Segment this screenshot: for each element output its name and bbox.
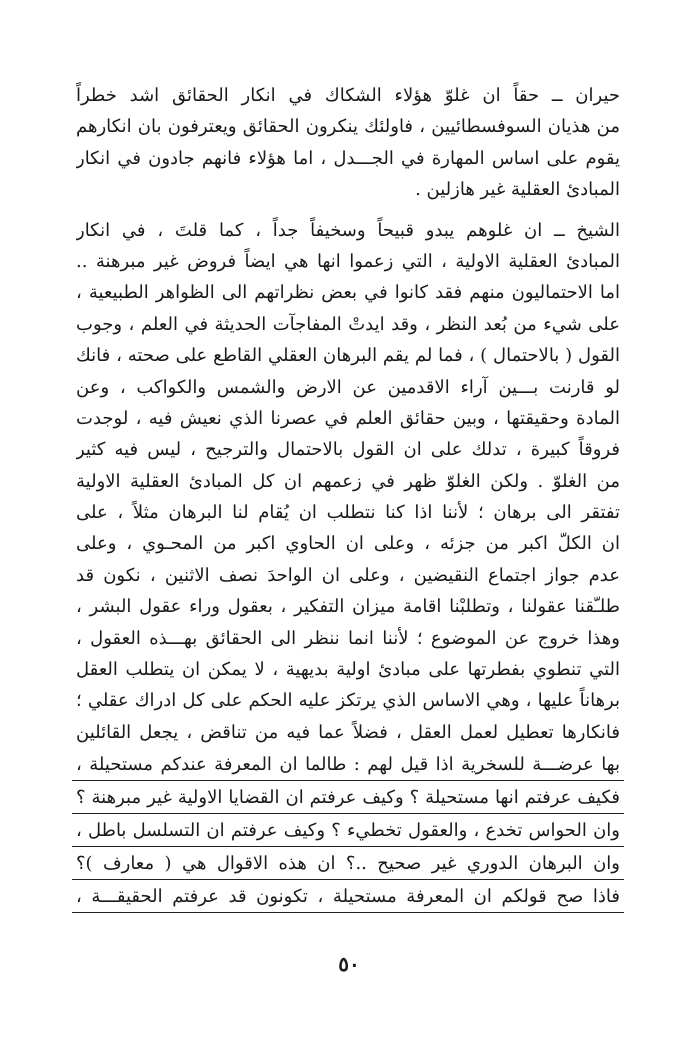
text-line: اما الاحتماليون منهم فقد كانوا في بعض نظراتهم الى الظواهر الطبيعية ، bbox=[76, 282, 620, 304]
text-line-underlined: فكيف عرفتم انها مستحيلة ؟ وكيف عرفتم ان القضايا الاولية غير مبرهنة ؟ bbox=[72, 781, 624, 814]
text-line: من الغلوّ . ولكن الغلوّ ظهر في زعمهم ان كل المبادئ العقلية الاولية bbox=[76, 470, 620, 492]
text-line-underlined: فاذا صح قولكم ان المعرفة مستحيلة ، تكونون قد عرفتم الحقيقـــة ، bbox=[72, 880, 624, 913]
text-line: عدم جواز اجتماع النقيضين ، وعلى ان الواحدَ نصف الاثنين ، نكون قد bbox=[76, 564, 620, 586]
text-line: وهذا خروج عن الموضوع ؛ لأننا انما ننظر الى الحقائق بهـــذه العقول ، bbox=[76, 627, 620, 649]
text-line: المبادئ العقلية غير هازلين . bbox=[415, 179, 620, 201]
text-line: المبادئ العقلية الاولية ، التي زعموا انها هي ايضاً فروض غير مبرهنة .. bbox=[76, 250, 620, 272]
page-number: ٥٠ bbox=[338, 952, 360, 976]
paragraph-gap bbox=[76, 206, 620, 215]
text-line-underlined: وان الحواس تخدع ، والعقول تخطيء ؟ وكيف عرفتم ان التسلسل باطل ، bbox=[72, 814, 624, 847]
text-line: حيران ــ حقاً ان غلوّ هؤلاء الشكاك في انكار الحقائق اشد خطراً bbox=[76, 85, 620, 106]
text-line: فروقاً كبيرة ، تدلك على ان القول بالاحتمال والترجيح ، ليس فيه كثير bbox=[76, 439, 620, 461]
text-line: برهاناً عليها ، وهي الاساس الذي يرتكز عليه الحكم على كل ادراك عقلي ؛ bbox=[76, 690, 620, 712]
text-line: ان الكلّ اكبر من جزئه ، وعلى ان الحاوي اكبر من المحـوي ، وعلى bbox=[76, 533, 620, 555]
text-line: لو قارنت بـــين آراء الاقدمين عن الارض والشمس والكواكب ، وعن bbox=[76, 376, 620, 398]
text-line: التي تنطوي بفطرتها على مبادئ اولية بديهية ، لا يمكن ان يتطلب العقل bbox=[76, 659, 620, 681]
body-text bbox=[76, 80, 620, 913]
text-line: من هذيان السوفسطائيين ، فاولئك ينكرون الحقائق ويعترفون بان انكارهم bbox=[76, 116, 620, 138]
text-line: فانكارها تعطيل لعمل العقل ، فضلاً عما فيه من تناقض ، يجعل القائلين bbox=[76, 721, 620, 743]
text-line: طلـّقنا عقولنا ، وتطلبْنا اقامة ميزان التفكير ، بعقول وراء عقول البشر ، bbox=[76, 596, 620, 618]
text-line-underlined: وان البرهان الدوري غير صحيح ..؟ ان هذه الاقوال هي ( معارف )؟ bbox=[72, 847, 624, 880]
text-line: على شيء من بُعد النظر ، وقد ايدتْ المفاجآت الحديثة في العلم ، وجوب bbox=[76, 313, 620, 335]
text-line: القول ( بالاحتمال ) ، فما لم يقم البرهان العقلي القاطع على صحته ، فانك bbox=[76, 345, 620, 367]
text-line: يقوم على اساس المهارة في الجـــدل ، اما هؤلاء فانهم جادون في انكار bbox=[76, 147, 620, 169]
text-line: تفتقر الى برهان ؛ لأننا اذا كنا نتطلب ان يُقام لنا البرهان مثلاً ، على bbox=[76, 502, 620, 524]
text-line: المادة وحقيقتها ، وبين حقائق العلم في عصرنا الذي نعيش فيه ، لوجدت bbox=[76, 407, 620, 429]
text-line: الشيخ ــ ان غلوهم يبدو قبيحاً وسخيفاً جداً ، كما قلتَ ، في انكار bbox=[76, 219, 620, 241]
text-line-underlined: بها عرضـــة للسخرية اذا قيل لهم : طالما ان المعرفة عندكم مستحيلة ، bbox=[72, 748, 624, 781]
